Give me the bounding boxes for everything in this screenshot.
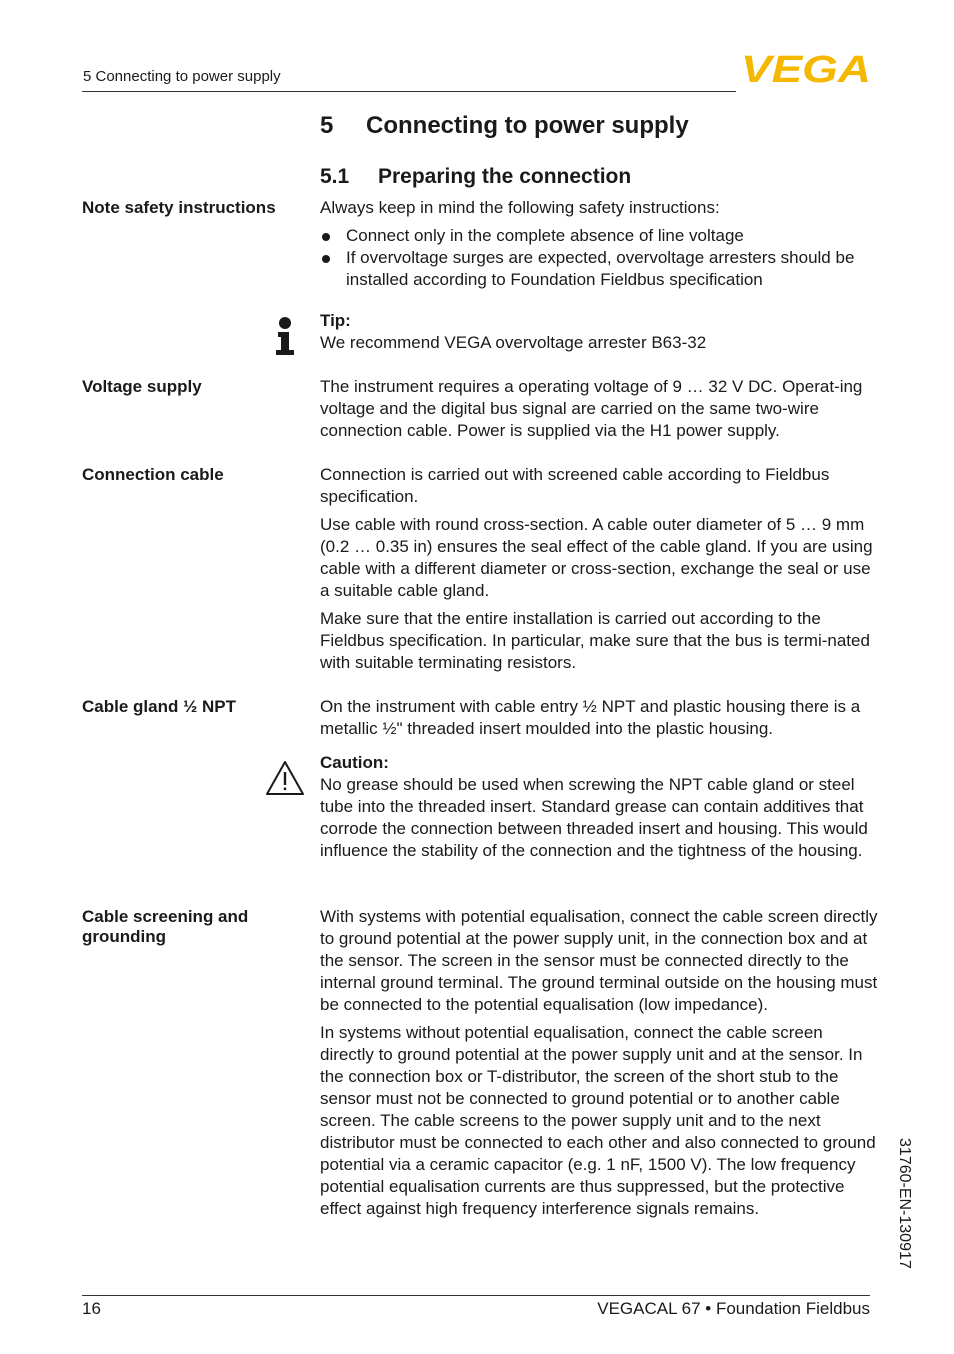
cable-block [320,464,880,680]
gland-label: Cable gland ½ NPT [82,697,236,716]
cable-paragraph: Connection is carried out with screened cable according to Fieldbus specification. [320,465,830,506]
section-title: Preparing the connection [378,165,632,188]
caution-title: Caution: [320,753,389,772]
cable-paragraph: Make sure that the entire installation is carried out according to the Fieldbus specification. In particular, make sure that the bus is termi-nated with suitable terminating resistors. [320,609,870,672]
section-heading [320,165,631,189]
voltage-label: Voltage supply [82,377,202,396]
vega-logo [741,52,873,89]
safety-intro: Always keep in mind the following safety instructions: [320,198,720,217]
safety-block [320,197,880,291]
section-number: 5.1 [320,165,350,188]
document-code: 31760-EN-130917 [896,1138,913,1269]
document-title: VEGACAL 67 • Foundation Fieldbus [597,1299,870,1318]
cable-label: Connection cable [82,465,224,484]
list-item: Connect only in the complete absence of line voltage [320,225,880,247]
header-divider [82,91,736,92]
screening-paragraph: With systems with potential equalisation, connect the cable screen directly to ground potential at the power supply unit, in the connection box and at the sensor. The screen in the sensor must be connected directly to the internal ground terminal. The ground terminal outside on the housing must be connected to the potential equalisation (low impedance). [320,907,878,1014]
bullet-icon [322,233,330,241]
gland-text: On the instrument with cable entry ½ NPT and plastic housing there is a metallic ½" threaded insert moulded into the plastic housing. [320,697,861,738]
safety-label: Note safety instructions [82,198,276,217]
tip-block [320,310,880,354]
tip-title: Tip: [320,311,351,330]
info-icon [273,317,297,362]
screening-paragraph: In systems without potential equalisation, connect the cable screen directly to ground potential at the power supply unit and at the sensor. In the connection box or T-distributor, the screen of the short stub to the sensor must not be connected to ground potential or to another cable screen. The cable screens to the power supply unit and to the next distributor must be connected to each other and also connected to ground potential via a ceramic capacitor (e.g. 1 nF, 1500 V). The low frequency potential equalisation currents are thus suppressed, but the protective effect against high frequency interference signals remains. [320,1023,876,1218]
safety-list [320,225,880,291]
chapter-title: Connecting to power supply [366,112,689,139]
screening-label: Cable screening and grounding [82,907,249,946]
warning-icon [265,760,305,801]
chapter-heading [320,112,689,140]
cable-paragraph: Use cable with round cross-section. A cable outer diameter of 5 … 9 mm (0.2 … 0.35 in) ensures the seal effect of the cable gland. If you are using cable with a different diameter or cross-section, exchange the seal or use a suitable cable gland. [320,515,873,600]
footer-divider [82,1295,870,1296]
caution-text: No grease should be used when screwing the NPT cable gland or steel tube into the threaded insert. Standard grease can contain additives that corrode the connection between threaded insert and housing. This would influence the stability of the connection and the tightness of the housing. [320,775,868,860]
svg-text:VEGA: VEGA [741,52,871,84]
bullet-icon [322,255,330,263]
voltage-text: The instrument requires a operating voltage of 9 … 32 V DC. Operat-ing voltage and the digital bus signal are carried on the same two-wire connection cable. Power is supplied via the H1 power supply. [320,377,863,440]
screening-block [320,906,880,1226]
caution-block [320,752,880,862]
list-item: If overvoltage surges are expected, overvoltage arresters should be installed according to Foundation Fieldbus specification [320,247,880,291]
page-number: 16 [82,1299,101,1318]
tip-text: We recommend VEGA overvoltage arrester B63-32 [320,333,707,352]
running-header: 5 Connecting to power supply [83,68,281,85]
chapter-number: 5 [320,112,334,139]
